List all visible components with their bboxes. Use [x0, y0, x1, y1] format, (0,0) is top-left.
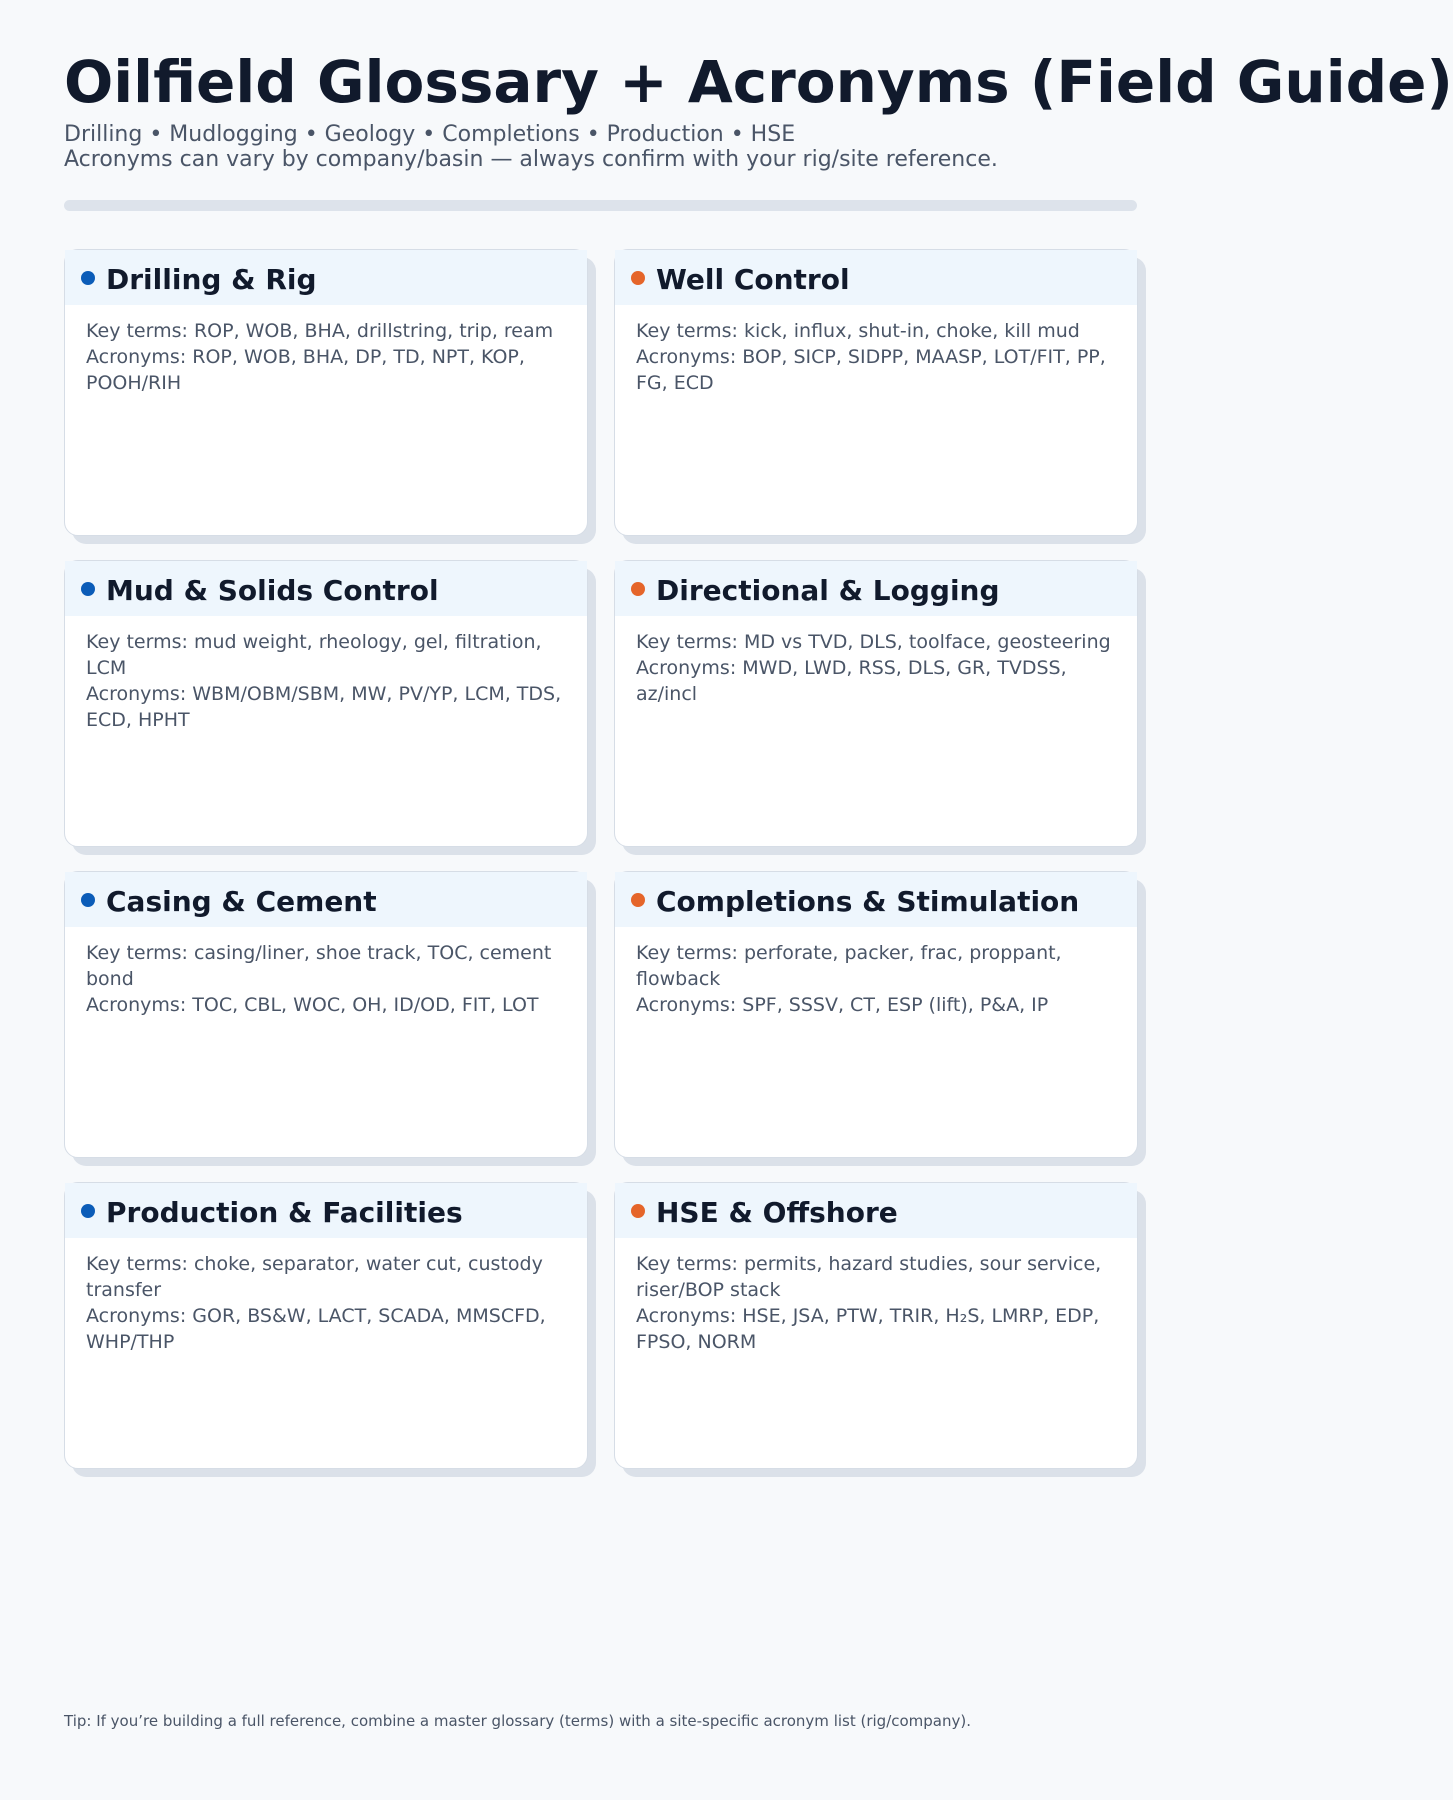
card-title: Mud & Solids Control: [106, 574, 439, 607]
card-production-facilities: [64, 1182, 588, 1469]
card-acronyms: Acronyms: GOR, BS&W, LACT, SCADA, MMSCFD, WHP/THP: [86, 1305, 546, 1353]
card-body: [615, 927, 1137, 1018]
card-mud-solids-control: [64, 560, 588, 847]
card-acronyms: Acronyms: WBM/OBM/SBM, MW, PV/YP, LCM, TDS, ECD, HPHT: [86, 683, 562, 731]
card-header: [615, 250, 1137, 305]
card-title: Completions & Stimulation: [656, 885, 1080, 918]
card-header: [65, 561, 587, 616]
card-body: [615, 305, 1137, 396]
card-title: Directional & Logging: [656, 574, 1000, 607]
card-title: HSE & Offshore: [656, 1196, 898, 1229]
card-header: [615, 872, 1137, 927]
blue-bullet-icon: [81, 582, 95, 596]
footer-tip: Tip: If you’re building a full reference, combine a master glossary (terms) with a site-specific acronym list (rig/company).: [64, 1712, 972, 1730]
card-key-terms: Key terms: mud weight, rheology, gel, filtration, LCM: [86, 631, 542, 679]
blue-bullet-icon: [81, 893, 95, 907]
card-body: [65, 1238, 587, 1355]
card-body: [65, 927, 587, 1018]
card-acronyms: Acronyms: MWD, LWD, RSS, DLS, GR, TVDSS, az/incl: [636, 657, 1067, 705]
header-divider: [64, 200, 1137, 211]
card-body: [65, 305, 587, 396]
card-directional-logging: [614, 560, 1138, 847]
page-subtitle-topics: Drilling • Mudlogging • Geology • Completions • Production • HSE: [64, 122, 796, 147]
card-acronyms: Acronyms: SPF, SSSV, CT, ESP (lift), P&A, IP: [636, 994, 1049, 1016]
card-body: [615, 1238, 1137, 1355]
card-key-terms: Key terms: perforate, packer, frac, proppant, flowback: [636, 942, 1062, 990]
card-body: [615, 616, 1137, 707]
card-drilling-rig: [64, 249, 588, 536]
page-header: [64, 42, 1453, 172]
card-body: [65, 616, 587, 733]
card-key-terms: Key terms: casing/liner, shoe track, TOC, cement bond: [86, 942, 552, 990]
card-well-control: [614, 249, 1138, 536]
card-header: [65, 872, 587, 927]
card-key-terms: Key terms: ROP, WOB, BHA, drillstring, trip, ream: [86, 320, 554, 342]
card-key-terms: Key terms: permits, hazard studies, sour service, riser/BOP stack: [636, 1253, 1102, 1301]
card-acronyms: Acronyms: BOP, SICP, SIDPP, MAASP, LOT/FIT, PP, FG, ECD: [636, 346, 1106, 394]
page-title: Oilfield Glossary + Acronyms (Field Guide): [64, 48, 1453, 116]
card-key-terms: Key terms: kick, influx, shut-in, choke, kill mud: [636, 320, 1080, 342]
card-title: Drilling & Rig: [106, 263, 317, 296]
card-hse-offshore: [614, 1182, 1138, 1469]
card-acronyms: Acronyms: HSE, JSA, PTW, TRIR, H₂S, LMRP, EDP, FPSO, NORM: [636, 1305, 1100, 1353]
card-acronyms: Acronyms: TOC, CBL, WOC, OH, ID/OD, FIT, LOT: [86, 994, 539, 1016]
page-subtitle-disclaimer: Acronyms can vary by company/basin — always confirm with your rig/site reference.: [64, 147, 998, 172]
card-title: Well Control: [656, 263, 850, 296]
card-header: [615, 1183, 1137, 1238]
orange-bullet-icon: [631, 893, 645, 907]
card-header: [65, 1183, 587, 1238]
card-completions-stimulation: [614, 871, 1138, 1158]
card-casing-cement: [64, 871, 588, 1158]
card-key-terms: Key terms: MD vs TVD, DLS, toolface, geosteering: [636, 631, 1111, 653]
card-header: [615, 561, 1137, 616]
blue-bullet-icon: [81, 271, 95, 285]
card-acronyms: Acronyms: ROP, WOB, BHA, DP, TD, NPT, KOP, POOH/RIH: [86, 346, 525, 394]
card-header: [65, 250, 587, 305]
card-title: Casing & Cement: [106, 885, 377, 918]
card-title: Production & Facilities: [106, 1196, 463, 1229]
card-key-terms: Key terms: choke, separator, water cut, custody transfer: [86, 1253, 543, 1301]
blue-bullet-icon: [81, 1204, 95, 1218]
orange-bullet-icon: [631, 1204, 645, 1218]
orange-bullet-icon: [631, 582, 645, 596]
orange-bullet-icon: [631, 271, 645, 285]
